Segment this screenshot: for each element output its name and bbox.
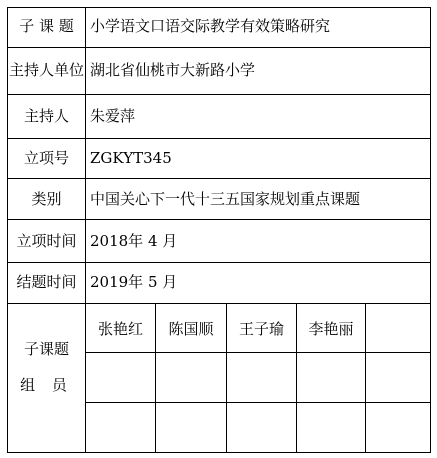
member-row-divider (85, 402, 431, 403)
project-number-value: ZGKYT345 (90, 149, 172, 167)
approval-date-value: 2018年 4 月 (90, 232, 178, 250)
host-value: 朱爱萍 (90, 107, 136, 125)
member-column-divider (365, 303, 366, 453)
row-label-completion-date: 结题时间 (16, 273, 77, 291)
column-divider (85, 7, 86, 453)
member-name: 王子瑜 (238, 320, 284, 338)
host-unit-value: 湖北省仙桃市大新路小学 (90, 61, 256, 79)
row-label-host-unit: 主持人单位 (8, 61, 84, 79)
row-divider (7, 178, 431, 179)
row-label-project-number: 立项号 (23, 149, 69, 167)
table-border-bottom (7, 452, 431, 453)
member-name: 陈国顺 (168, 320, 214, 338)
row-label-approval-date: 立项时间 (16, 232, 77, 250)
row-label-subtopic: 子 课 题 (19, 17, 74, 35)
row-divider (7, 262, 431, 263)
member-name: 李艳丽 (308, 320, 354, 338)
members-label-line2: 组 员 (20, 376, 73, 394)
row-divider (7, 94, 431, 95)
members-label-line1: 子课题 (23, 340, 69, 358)
member-name: 张艳红 (97, 320, 143, 338)
row-label-host: 主持人 (23, 107, 69, 125)
row-label-category: 类别 (31, 190, 62, 208)
row-divider (7, 138, 431, 139)
completion-date-value: 2019年 5 月 (90, 273, 178, 291)
table-border-top (7, 7, 431, 8)
category-value: 中国关心下一代十三五国家规划重点课题 (90, 190, 361, 208)
row-divider (7, 303, 431, 304)
subtopic-value: 小学语文口语交际教学有效策略研究 (90, 17, 331, 35)
row-divider (7, 219, 431, 220)
table-border-right (430, 7, 431, 453)
member-row-divider (85, 352, 431, 353)
row-divider (7, 47, 431, 48)
